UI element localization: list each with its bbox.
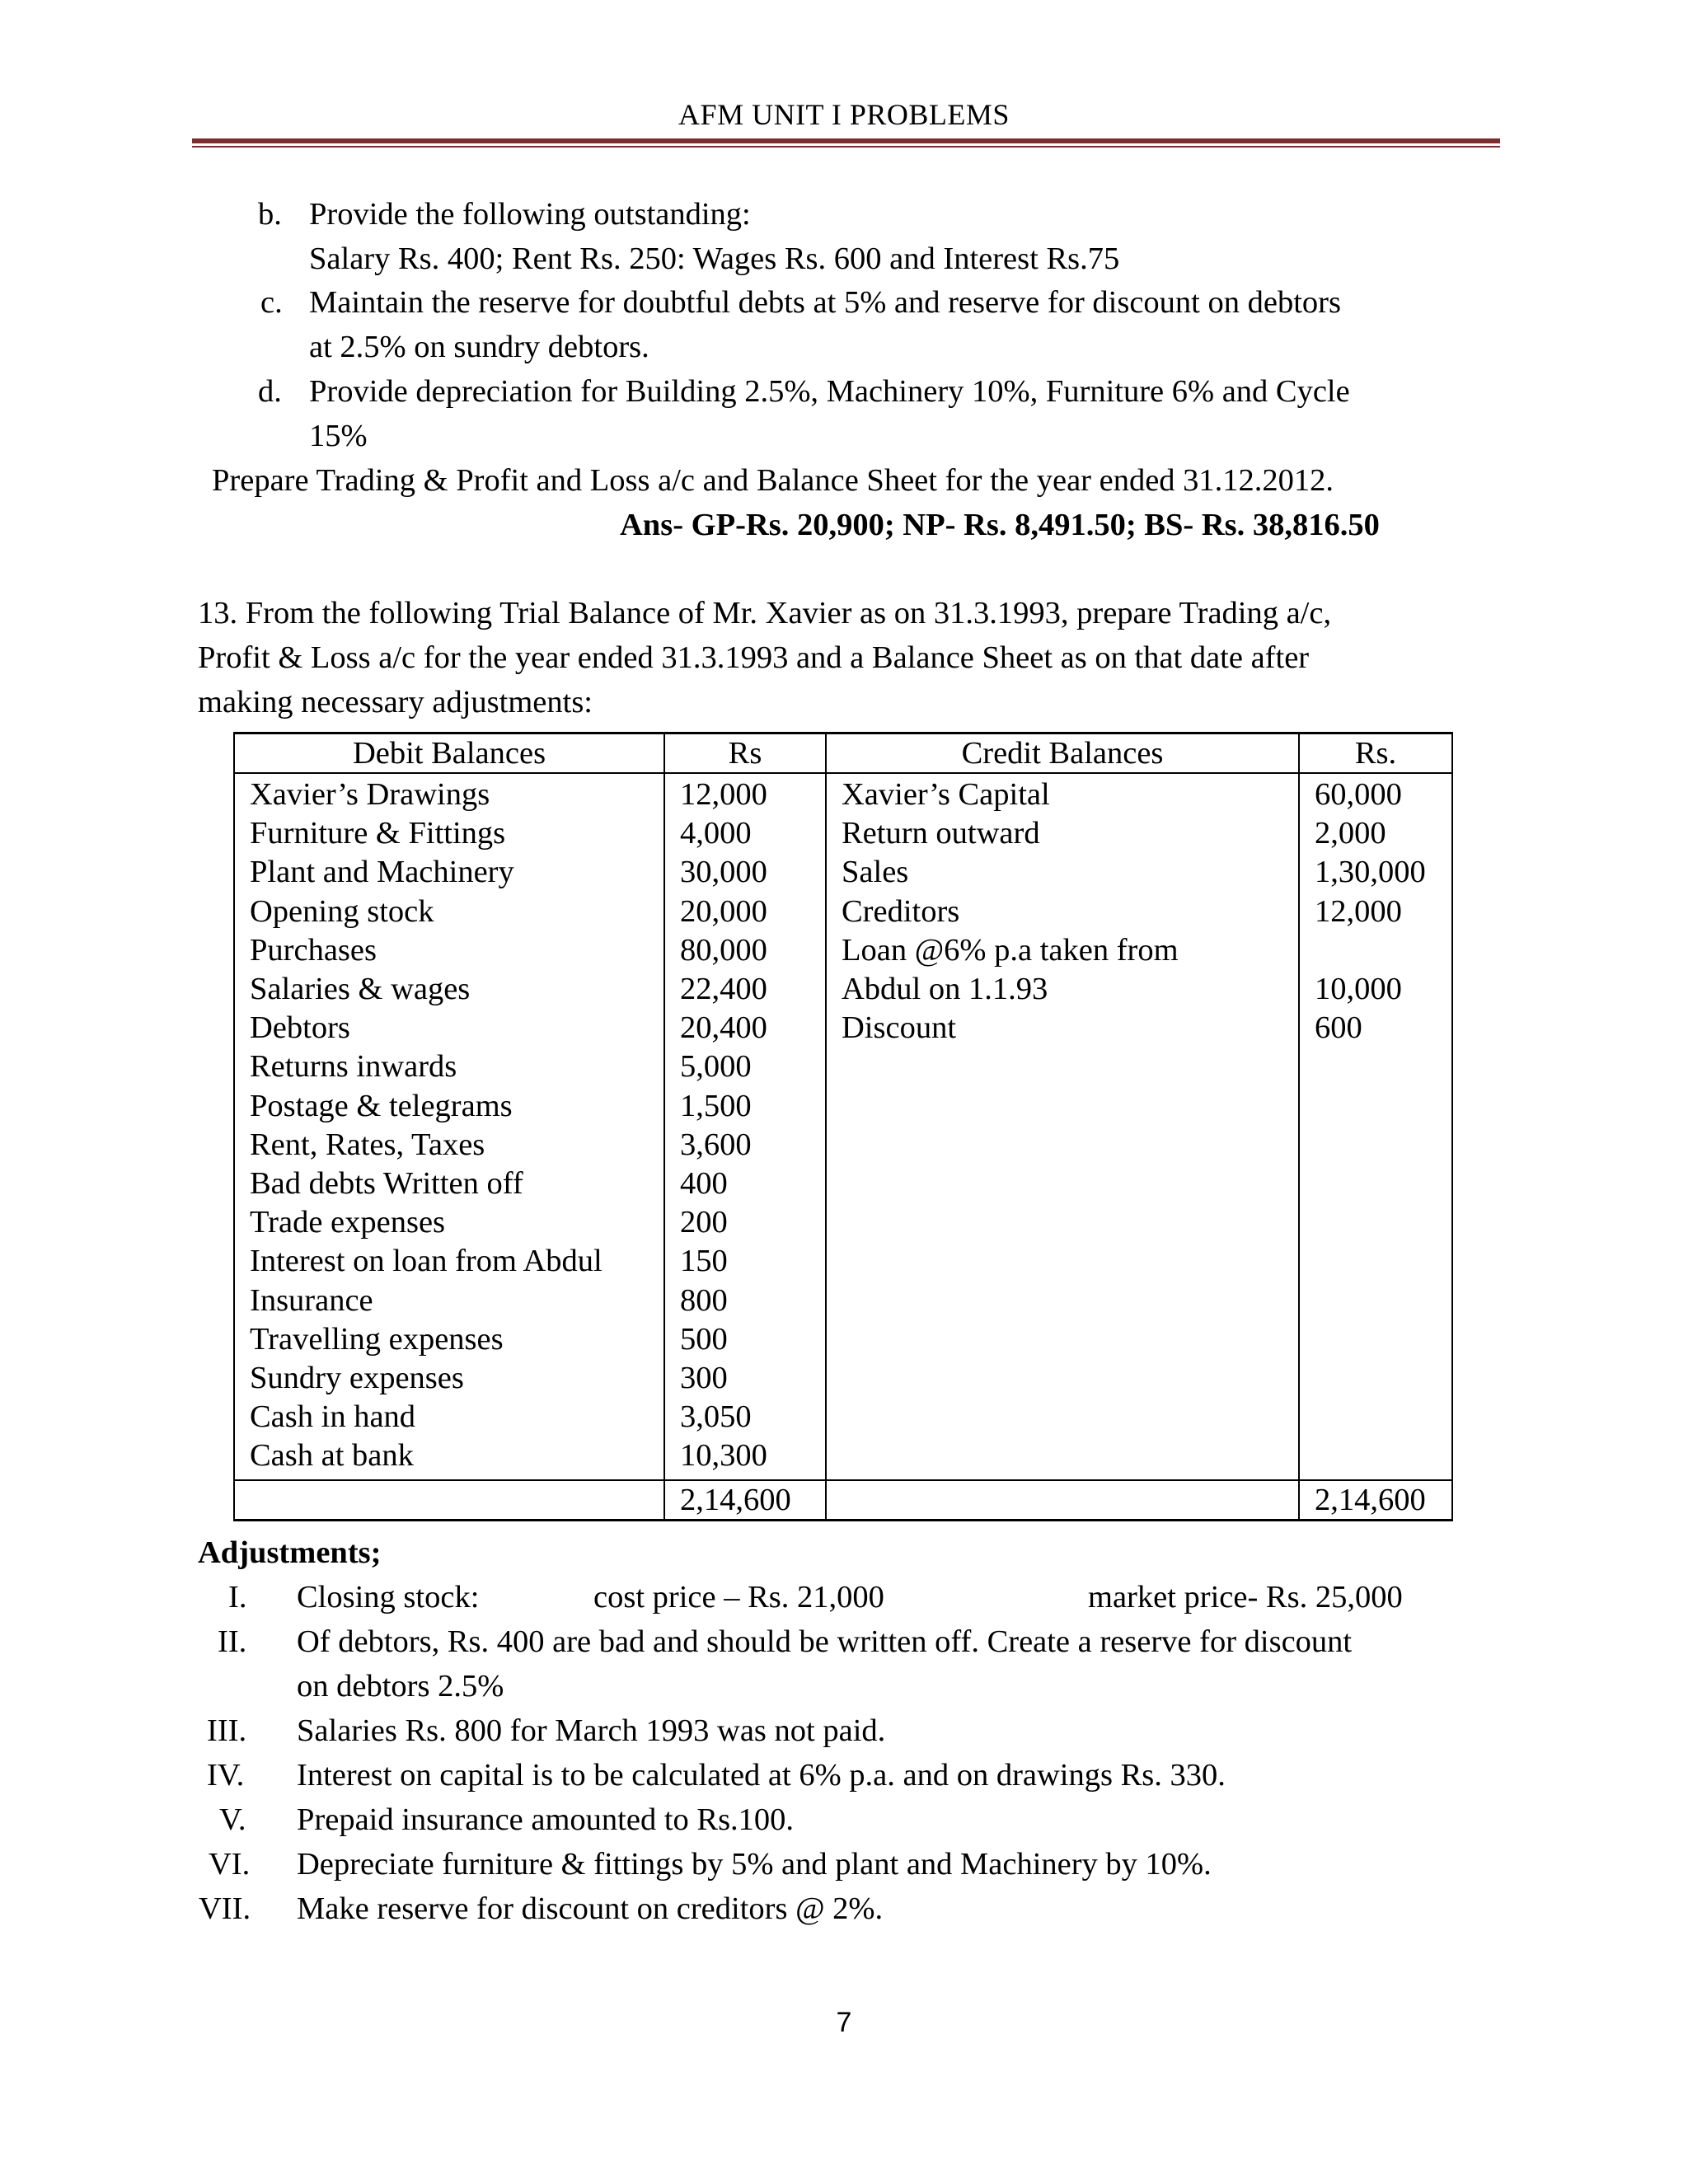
header-rule-thin [192, 146, 1500, 148]
adj-i-marker: I. [228, 1580, 247, 1615]
problem13-line3: making necessary adjustments: [198, 685, 593, 719]
debit-item: Postage & telegrams [250, 1088, 513, 1123]
debit-amount: 1,500 [680, 1088, 752, 1123]
credit-amount: 12,000 [1315, 893, 1402, 929]
adj-i-label: Closing stock: [297, 1580, 480, 1615]
debit-item: Cash at bank [250, 1438, 414, 1474]
item-c-line1: Maintain the reserve for doubtful debts at 5% and reserve for discount on debtors [309, 285, 1341, 320]
debit-item: Trade expenses [250, 1205, 446, 1240]
debit-amount: 500 [680, 1321, 728, 1357]
debit-item: Bad debts Written off [250, 1166, 523, 1202]
adj-iv-text: Interest on capital is to be calculated at 6% p.a. and on drawings Rs. 330. [297, 1758, 1226, 1793]
adj-v-marker: V. [219, 1802, 246, 1837]
adj-iii-text: Salaries Rs. 800 for March 1993 was not paid. [297, 1713, 886, 1748]
debit-items-column [234, 773, 664, 1480]
credit-amount: 2,000 [1315, 816, 1386, 851]
total-credit: 2,14,600 [1299, 1480, 1452, 1521]
item-b-line2: Salary Rs. 400; Rent Rs. 250: Wages Rs. 600 and Interest Rs.75 [309, 241, 1120, 276]
debit-item: Rent, Rates, Taxes [250, 1127, 485, 1162]
debit-item: Xavier’s Drawings [250, 777, 490, 812]
table-total-row [234, 1480, 1452, 1521]
debit-amount: 200 [680, 1205, 728, 1240]
credit-items-column [826, 773, 1299, 1480]
debit-amount: 3,600 [680, 1127, 752, 1162]
adj-iv-marker: IV. [207, 1758, 245, 1793]
debit-amount: 30,000 [680, 855, 767, 890]
adj-i-market: market price- Rs. 25,000 [1088, 1580, 1403, 1615]
credit-amount: 1,30,000 [1315, 855, 1426, 890]
problem13-line1: 13. From the following Trial Balance of Mr. Xavier as on 31.3.1993, prepare Trading a/c, [198, 596, 1332, 630]
debit-item: Interest on loan from Abdul [250, 1244, 603, 1279]
credit-item: Sales [842, 855, 909, 890]
credit-item: Xavier’s Capital [842, 777, 1050, 812]
debit-item: Sundry expenses [250, 1361, 464, 1396]
item-b-marker: b. [258, 197, 282, 232]
debit-amount: 12,000 [680, 777, 767, 812]
debit-item: Debtors [250, 1010, 350, 1046]
total-blank-cell [234, 1480, 664, 1521]
adj-ii-marker: II. [218, 1624, 247, 1659]
credit-amount: 600 [1315, 1010, 1362, 1046]
page-number: 7 [836, 2007, 852, 2038]
adj-vii-marker: VII. [199, 1891, 251, 1926]
debit-amounts-column [664, 773, 826, 1480]
debit-item: Salaries & wages [250, 972, 471, 1007]
debit-item: Furniture & Fittings [250, 816, 506, 851]
debit-item: Insurance [250, 1282, 373, 1318]
adj-ii-line2: on debtors 2.5% [297, 1669, 504, 1704]
adj-ii-line1: Of debtors, Rs. 400 are bad and should be written off. Create a reserve for discount [297, 1624, 1353, 1659]
total-debit: 2,14,600 [664, 1480, 826, 1521]
debit-amount: 400 [680, 1166, 728, 1202]
header-rs-credit: Rs. [1299, 733, 1452, 774]
adj-iii-marker: III. [207, 1713, 247, 1748]
table-header-row [234, 733, 1452, 774]
header-rule-thick [192, 138, 1500, 143]
credit-amount: 10,000 [1315, 972, 1402, 1006]
header-credit-balances: Credit Balances [826, 733, 1299, 774]
debit-item: Purchases [250, 932, 377, 968]
debit-item: Cash in hand [250, 1399, 416, 1435]
debit-amount: 20,000 [680, 893, 767, 929]
debit-amount: 150 [680, 1244, 728, 1279]
debit-amount: 20,400 [680, 1010, 767, 1046]
item-c-marker: c. [260, 285, 283, 320]
debit-amount: 3,050 [680, 1399, 752, 1435]
adj-vi-text: Depreciate furniture & fittings by 5% and plant and Machinery by 10%. [297, 1847, 1212, 1882]
debit-amount: 80,000 [680, 932, 767, 968]
debit-amount: 4,000 [680, 816, 752, 851]
debit-item: Returns inwards [250, 1049, 457, 1085]
total-blank-cell [826, 1480, 1299, 1521]
header-debit-balances: Debit Balances [234, 733, 664, 774]
credit-item: Loan @6% p.a taken from [842, 932, 1179, 968]
credit-item: Abdul on 1.1.93 [842, 972, 1048, 1007]
credit-item: Creditors [842, 893, 960, 929]
credit-amount: 60,000 [1315, 777, 1402, 812]
adj-vii-text: Make reserve for discount on creditors @ 2%. [297, 1891, 884, 1926]
item-d-line1: Provide depreciation for Building 2.5%, Machinery 10%, Furniture 6% and Cycle [309, 374, 1350, 409]
item-c-line2: at 2.5% on sundry debtors. [309, 330, 649, 364]
debit-amount: 10,300 [680, 1438, 767, 1474]
credit-amount [1315, 931, 1451, 970]
credit-item: Discount [842, 1010, 957, 1046]
debit-amount: 300 [680, 1361, 728, 1396]
adj-i-cost: cost price – Rs. 21,000 [593, 1580, 884, 1615]
table-body-row [234, 773, 1452, 1480]
item-b-line1: Provide the following outstanding: [309, 197, 751, 232]
credit-amounts-column [1299, 773, 1452, 1480]
item-d-marker: d. [258, 374, 282, 409]
adj-vi-marker: VI. [209, 1847, 251, 1882]
page-header-title: AFM UNIT I PROBLEMS [678, 98, 1010, 131]
debit-amount: 22,400 [680, 972, 767, 1007]
adjustments-title: Adjustments; [198, 1535, 382, 1570]
answer-line: Ans- GP-Rs. 20,900; NP- Rs. 8,491.50; BS- Rs. 38,816.50 [620, 508, 1380, 542]
debit-item: Travelling expenses [250, 1321, 504, 1357]
trial-balance-table [233, 732, 1453, 1521]
debit-amount: 800 [680, 1282, 728, 1318]
adj-v-text: Prepaid insurance amounted to Rs.100. [297, 1802, 795, 1837]
debit-item: Plant and Machinery [250, 855, 514, 890]
debit-amount: 5,000 [680, 1049, 752, 1085]
header-rs: Rs [664, 733, 826, 774]
prepare-instruction: Prepare Trading & Profit and Loss a/c and Balance Sheet for the year ended 31.12.2012. [212, 463, 1334, 498]
credit-item: Return outward [842, 816, 1040, 851]
debit-item: Opening stock [250, 893, 434, 929]
problem13-line2: Profit & Loss a/c for the year ended 31.3.1993 and a Balance Sheet as on that date after [198, 640, 1310, 675]
item-d-line2: 15% [309, 419, 368, 453]
